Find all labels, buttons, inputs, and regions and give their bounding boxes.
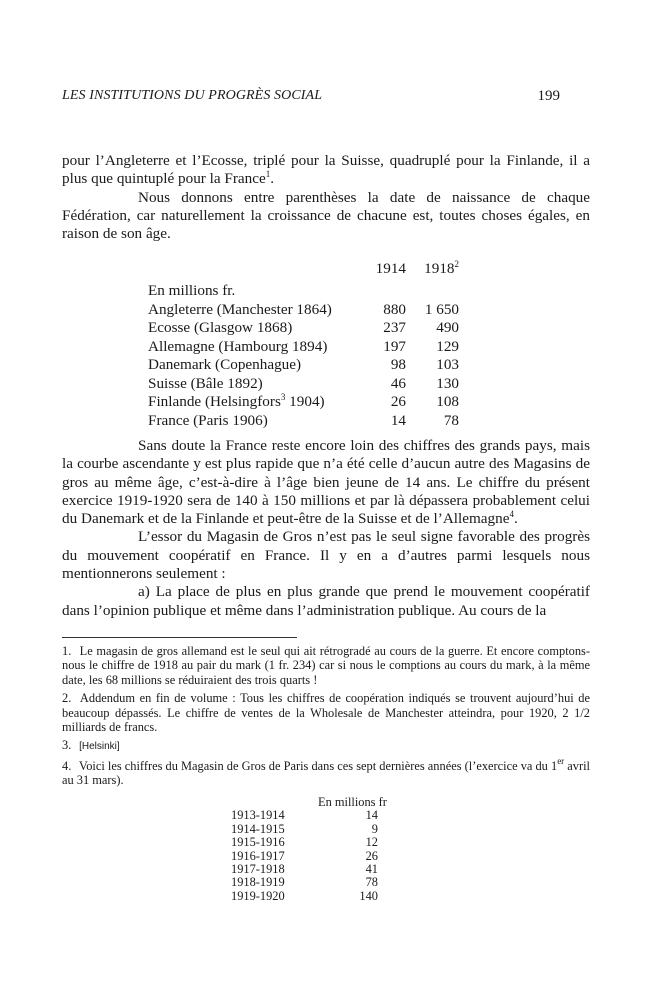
row-label <box>148 412 268 430</box>
footnote-3 <box>62 738 590 754</box>
unit-label: En millions fr. <box>148 282 236 299</box>
col-header-1918 <box>410 260 459 278</box>
footnote-table-row <box>0 835 650 848</box>
cell-1914: 880 <box>383 300 406 318</box>
paragraph-progress-signs: L’essor du Magasin de Gros n’est pas le seul signe favorable des progrès du mouvement coopératif en France. Il y en a d’autres parmi lesquels nous mentionnerons seulement : <box>62 528 590 583</box>
footnote-4 <box>62 755 591 788</box>
row-label-text: Danemark (Copenhague) <box>148 356 302 373</box>
cell-1918: 129 <box>436 337 459 355</box>
footnote-ref-3[interactable]: 3 <box>280 392 286 402</box>
paragraph-text: Sans doute la France reste encore loin des chiffres des grands pays, mais la courbe ascendante y est plus rapide que n’a été celle d’aucun autre des Magasins de gros au même âge, c’est-à-dire à l’âge bien jeune de 14 ans. Le chiffre du présent exercice 1919-1920 sera de 140 à 150 millions et par là dépassera probablement celui du Danemark et de la Finlande et peut-être de la Suisse et de l’Allemagne <box>62 437 590 528</box>
paragraph-france-growth <box>62 437 590 528</box>
footnote-number: 4. <box>62 758 72 773</box>
row-label <box>148 338 327 356</box>
exercise-year: 1918-1919 <box>231 875 285 890</box>
cell-1918: 103 <box>436 356 459 373</box>
row-label <box>148 375 263 393</box>
footnote-text: [Helsinki] <box>79 741 120 753</box>
paragraph-point-a: a) La place de plus en plus grande que prend le mouvement coopératif dans l’opinion publique et même dans l’administration publique. Au cours de la <box>62 583 590 619</box>
row-label-text: Allemagne (Hambourg 1894) <box>148 337 328 355</box>
exercise-year: 1915-1916 <box>231 835 285 850</box>
paris-wholesale-table <box>0 795 650 902</box>
exercise-value: 14 <box>365 808 378 823</box>
footnote-number: 1. <box>62 644 72 658</box>
body-upper <box>62 152 590 243</box>
row-label-text: Finlande (Helsingfors <box>148 393 281 410</box>
footnote-ref-2[interactable]: 2 <box>454 259 459 269</box>
exercise-value: 26 <box>365 848 378 863</box>
cell-1918: 490 <box>436 319 459 336</box>
cell-1914: 26 <box>390 393 406 410</box>
footnote-ref-4[interactable]: 4 <box>509 509 514 520</box>
footnote-2 <box>62 691 590 734</box>
footnote-text-end: avril au 31 mars). <box>62 758 591 788</box>
cell-1914: 46 <box>390 374 406 392</box>
running-title: LES INSTITUTIONS DU PROGRÈS SOCIAL <box>62 88 323 103</box>
cell-1918: 78 <box>443 411 459 429</box>
cell-1914: 14 <box>390 411 406 429</box>
row-label <box>148 393 325 411</box>
exercise-value: 9 <box>371 821 378 836</box>
row-label <box>148 356 301 374</box>
punctuation: . <box>513 510 518 528</box>
footnote-table-row <box>0 808 650 821</box>
col-header-1918-text: 1918 <box>424 260 455 277</box>
cell-1918: 130 <box>436 374 459 392</box>
footnote-separator <box>62 637 297 638</box>
paragraph-text: pour l’Angleterre et l’Ecosse, triplé pour la Suisse, quadruplé pour la Finlande, il a plus que quintuplé pour la France <box>62 152 590 188</box>
exercise-year: 1919-1920 <box>231 888 285 903</box>
paragraph-continuation <box>62 152 590 189</box>
punctuation: . <box>270 170 275 188</box>
row-label-text: Angleterre (Manchester 1864) <box>148 300 332 318</box>
footnote-number: 3. <box>62 738 72 753</box>
footnote-table-unit: En millions fr <box>318 795 387 809</box>
page-number: 199 <box>537 88 560 104</box>
cell-1914: 197 <box>383 337 406 355</box>
footnote-1 <box>62 644 590 687</box>
footnote-text: Addendum en fin de volume : Tous les chiffres de coopération indiqués se trouvent aujourd’hui de beaucoup dépassés. Le chiffre de ventes de la Wholesale de Manchester atteindra, pour 1920, 2 1/2 milliards de francs. <box>62 691 590 735</box>
footnotes <box>62 644 590 792</box>
paragraph-federation-dates: Nous donnons entre parenthèses la date de naissance de chaque Fédération, car naturellement la croissance de chacune est, toutes choses égales, en raison de son âge. <box>62 188 590 243</box>
footnote-table-row <box>0 862 650 875</box>
row-label-tail: 1904) <box>285 393 325 410</box>
row-label-text: Ecosse (Glasgow 1868) <box>148 319 293 336</box>
footnote-ref-1[interactable]: 1 <box>265 169 271 180</box>
row-label <box>148 319 292 337</box>
row-label-text: Suisse (Bâle 1892) <box>148 374 263 392</box>
cell-1914: 98 <box>390 356 406 373</box>
col-header-1914: 1914 <box>375 260 406 277</box>
cell-1918: 108 <box>436 393 459 410</box>
exercise-year: 1913-1914 <box>231 808 285 823</box>
footnote-text: Voici les chiffres du Magasin de Gros de Paris dans ces sept dernières années (l’exercice va du 1 <box>78 758 558 773</box>
exercise-year: 1917-1918 <box>231 861 285 876</box>
footnote-table-row <box>0 889 650 902</box>
exercise-value: 41 <box>365 861 378 876</box>
footnote-table-body <box>0 808 650 902</box>
footnote-text: Le magasin de gros allemand est le seul qui ait rétrogradé au cours de la guerre. Et encore comptons-nous le chiffre de 1918 au pair du mark (1 fr. 234) car si nous le comptions au cours du mark, à la même date, les 68 millions se réduiraient des trois quarts ! <box>62 644 590 687</box>
footnote-table-row <box>0 822 650 835</box>
cell-1918: 1 650 <box>424 300 459 318</box>
row-label-text: France (Paris 1906) <box>148 411 268 429</box>
exercise-value: 12 <box>365 835 378 850</box>
exercise-year: 1914-1915 <box>231 821 285 836</box>
footnote-table-row <box>0 849 650 862</box>
exercise-value: 78 <box>365 875 378 890</box>
footnote-table-header <box>0 795 650 808</box>
body-lower <box>62 437 590 620</box>
exercise-year: 1916-1917 <box>231 848 285 863</box>
row-label <box>148 301 332 319</box>
exercise-value: 140 <box>359 888 378 903</box>
footnote-number: 2. <box>62 691 72 706</box>
superscript-er: er <box>557 755 565 766</box>
footnote-table-row <box>0 875 650 888</box>
cell-1914: 237 <box>383 319 406 336</box>
